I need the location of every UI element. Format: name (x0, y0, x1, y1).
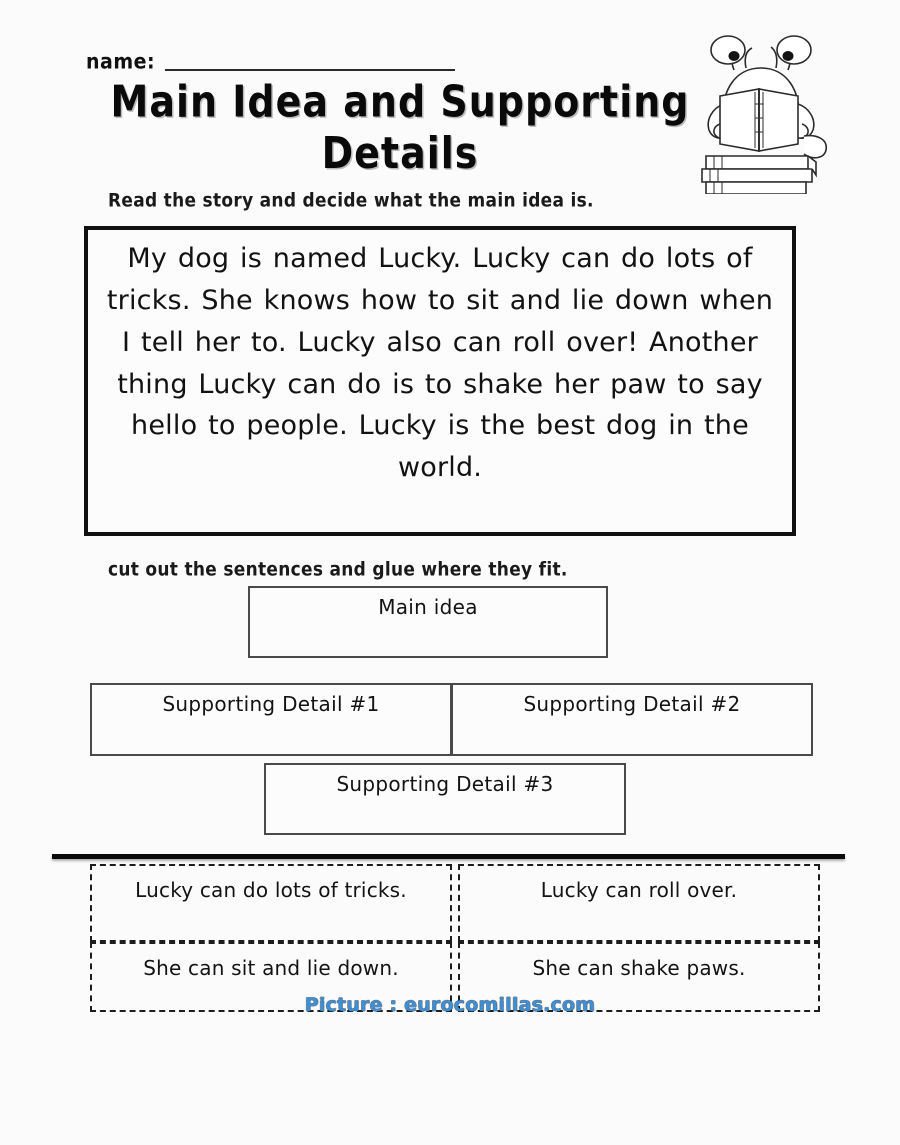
main-idea-label: Main idea (378, 595, 478, 619)
name-label: name: (86, 49, 156, 74)
page-title: Main Idea and Supporting Details (110, 76, 690, 179)
instruction-cut: cut out the sentences and glue where they fit. (108, 559, 568, 581)
cutout-text: She can shake paws. (532, 956, 746, 980)
name-field-row (86, 49, 455, 74)
cutout-text: Lucky can roll over. (540, 878, 738, 902)
cutout-column-left (90, 864, 452, 1012)
cutout-text: Lucky can do lots of tricks. (135, 878, 407, 902)
supporting-detail-3-box[interactable] (264, 763, 626, 835)
cutout-column-right (458, 864, 820, 1012)
cutout-strip[interactable] (90, 864, 452, 942)
cut-line-divider (52, 854, 845, 859)
supporting-detail-3-label: Supporting Detail #3 (336, 772, 554, 796)
story-passage-box (84, 226, 796, 536)
name-write-line[interactable] (165, 69, 455, 71)
main-idea-box[interactable] (248, 586, 608, 658)
supporting-detail-1-box[interactable] (90, 683, 452, 756)
supporting-detail-2-label: Supporting Detail #2 (523, 692, 741, 716)
supporting-detail-1-label: Supporting Detail #1 (162, 692, 380, 716)
supporting-detail-2-box[interactable] (451, 683, 813, 756)
cutout-strip[interactable] (458, 864, 820, 942)
bookworm-reading-icon (676, 26, 841, 194)
source-watermark: Picture : eurocomillas.com (304, 994, 596, 1016)
instruction-read: Read the story and decide what the main idea is. (108, 190, 594, 212)
story-text: My dog is named Lucky. Lucky can do lots of tricks. She knows how to sit and lie down when I tell her to. Lucky also can roll over! Another thing Lucky can do is to shake her paw to say hello to people. Lucky is the best dog in the world. (106, 243, 774, 484)
cutout-text: She can sit and lie down. (143, 956, 399, 980)
